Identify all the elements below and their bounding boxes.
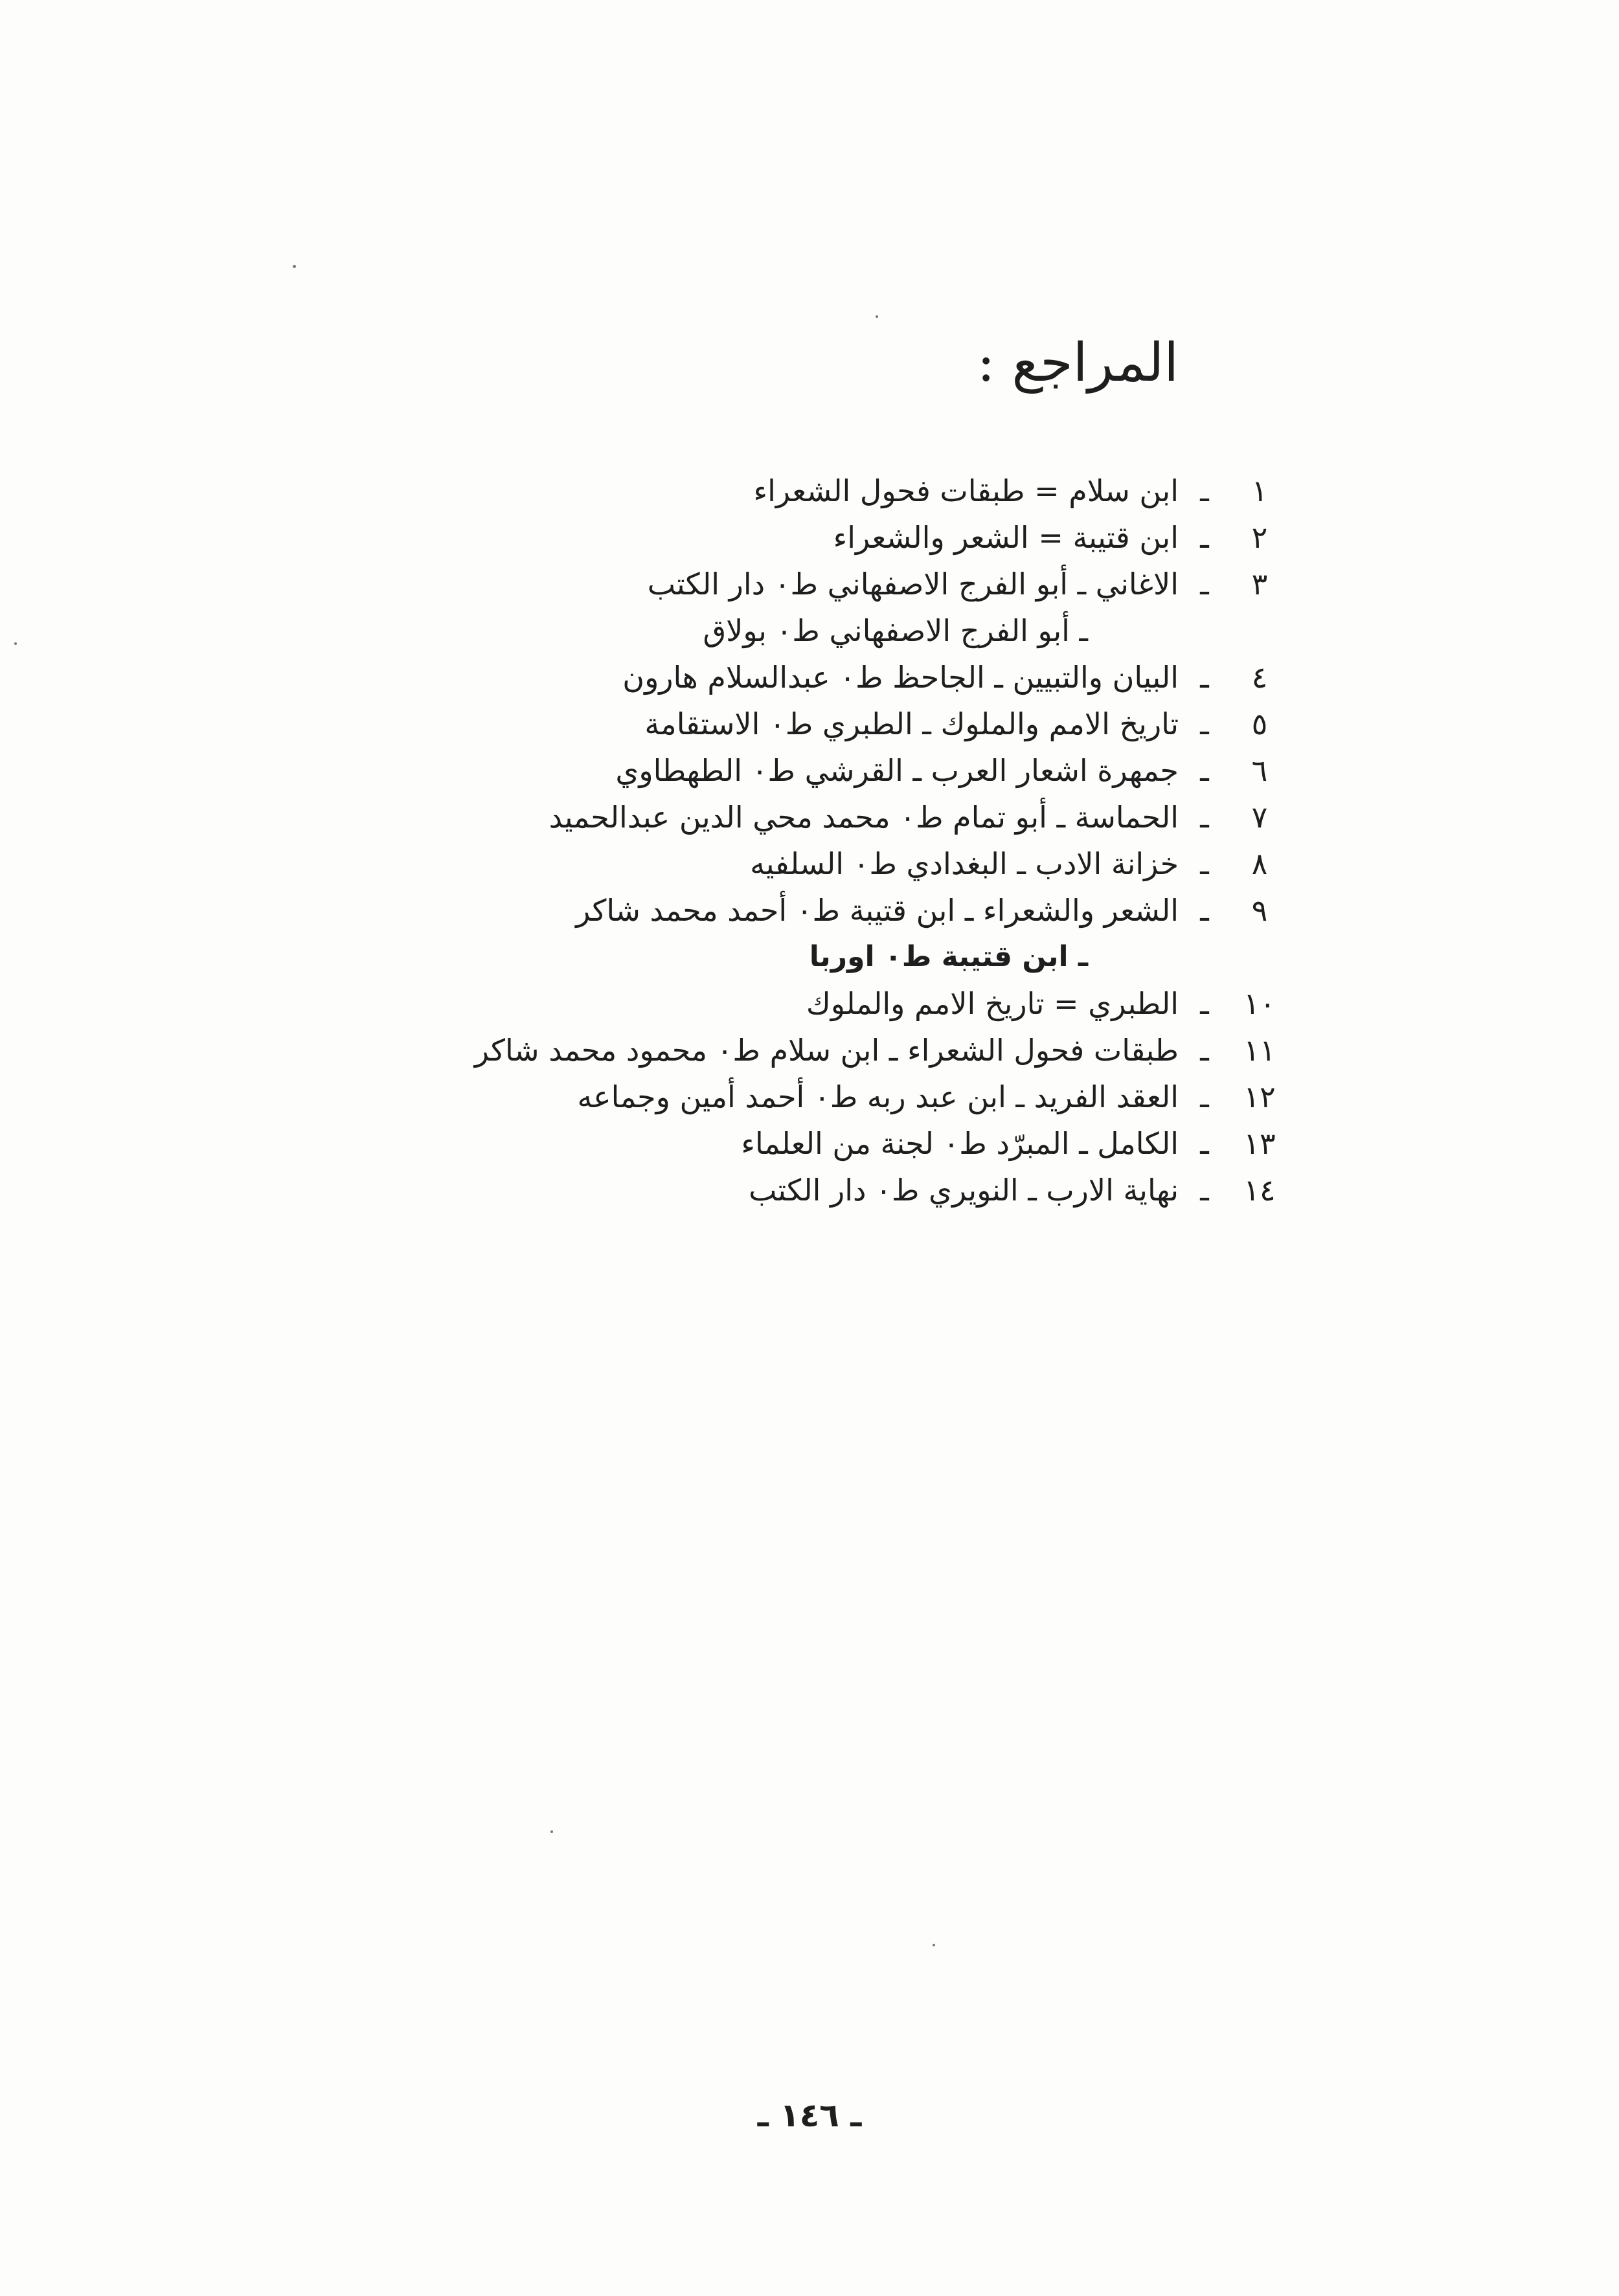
reference-item-3-continuation <box>246 607 1282 654</box>
scan-speck <box>14 642 17 645</box>
reference-item-2 <box>246 514 1282 561</box>
reference-number: ٢ <box>1251 520 1268 555</box>
reference-item-9-continuation <box>246 934 1282 980</box>
reference-dash: ـ <box>1200 1173 1209 1208</box>
reference-text: طبقات فحول الشعراء ـ ابن سلام ط٠ محمود محمد شاكر <box>474 1033 1179 1068</box>
reference-number: ٦ <box>1251 753 1268 788</box>
reference-item-8 <box>246 840 1282 887</box>
reference-text: نهاية الارب ـ النويري ط٠ دار الكتب <box>749 1173 1179 1208</box>
reference-dash: ـ <box>1200 893 1209 928</box>
reference-item-13 <box>246 1120 1282 1167</box>
reference-text: العقد الفريد ـ ابن عبد ربه ط٠ أحمد أمين وجماعه <box>577 1079 1179 1114</box>
scan-speck <box>293 265 296 268</box>
reference-dash: ـ <box>1200 986 1209 1021</box>
reference-text: الحماسة ـ أبو تمام ط٠ محمد محي الدين عبدالحميد <box>549 800 1179 835</box>
reference-dash: ـ <box>1200 1033 1209 1068</box>
reference-item-5 <box>246 701 1282 747</box>
reference-text: البيان والتبيين ـ الجاحظ ط٠ عبدالسلام هارون <box>622 660 1179 695</box>
reference-text: تاريخ الامم والملوك ـ الطبري ط٠ الاستقامة <box>644 706 1179 741</box>
scan-speck <box>933 1944 935 1946</box>
reference-dash: ـ <box>1200 660 1209 695</box>
reference-item-3 <box>246 561 1282 607</box>
reference-item-12 <box>246 1074 1282 1120</box>
reference-item-6 <box>246 747 1282 794</box>
reference-dash: ـ <box>1200 753 1209 788</box>
reference-text: ـ ابن قتيبة ط٠ اوربا <box>809 940 1088 973</box>
reference-text: الاغاني ـ أبو الفرج الاصفهاني ط٠ دار الكتب <box>647 567 1179 602</box>
reference-item-4 <box>246 654 1282 701</box>
reference-text: خزانة الادب ـ البغدادي ط٠ السلفيه <box>750 846 1179 881</box>
reference-number: ١٠ <box>1243 986 1276 1021</box>
reference-number: ٣ <box>1251 567 1268 602</box>
reference-dash: ـ <box>1200 473 1209 508</box>
reference-number: ١٤ <box>1243 1173 1276 1208</box>
reference-dash: ـ <box>1200 1126 1209 1161</box>
reference-number: ٤ <box>1251 660 1268 695</box>
reference-number: ٧ <box>1251 800 1268 835</box>
reference-item-7 <box>246 794 1282 840</box>
reference-list <box>246 467 1282 1213</box>
reference-item-14 <box>246 1167 1282 1213</box>
reference-text: ـ أبو الفرج الاصفهاني ط٠ بولاق <box>703 613 1088 648</box>
reference-dash: ـ <box>1200 846 1209 881</box>
reference-number: ١١ <box>1243 1033 1276 1068</box>
reference-dash: ـ <box>1200 1079 1209 1114</box>
reference-number: ٥ <box>1251 706 1268 741</box>
reference-item-10 <box>246 980 1282 1027</box>
reference-number: ٩ <box>1251 893 1268 928</box>
reference-text: ابن قتيبة = الشعر والشعراء <box>833 520 1179 555</box>
reference-text: ابن سلام = طبقات فحول الشعراء <box>753 473 1179 508</box>
reference-number: ٨ <box>1251 846 1268 881</box>
reference-text: الطبري = تاريخ الامم والملوك <box>806 986 1179 1021</box>
page-number: ـ ١٤٦ ـ <box>757 2097 862 2134</box>
reference-number: ١٣ <box>1243 1126 1276 1161</box>
reference-item-9 <box>246 887 1282 934</box>
reference-dash: ـ <box>1200 520 1209 555</box>
page-title: المراجع : <box>977 332 1179 394</box>
reference-text: الشعر والشعراء ـ ابن قتيبة ط٠ أحمد محمد شاكر <box>576 893 1179 928</box>
reference-text: الكامل ـ المبرّد ط٠ لجنة من العلماء <box>741 1126 1179 1161</box>
reference-dash: ـ <box>1200 800 1209 835</box>
reference-item-1 <box>246 467 1282 514</box>
scan-speck <box>550 1830 553 1833</box>
reference-item-11 <box>246 1027 1282 1074</box>
scan-speck <box>876 315 878 318</box>
reference-number: ١ <box>1251 473 1268 508</box>
reference-number: ١٢ <box>1243 1079 1276 1114</box>
reference-dash: ـ <box>1200 706 1209 741</box>
reference-text: جمهرة اشعار العرب ـ القرشي ط٠ الطهطاوي <box>615 753 1179 788</box>
reference-dash: ـ <box>1200 567 1209 602</box>
